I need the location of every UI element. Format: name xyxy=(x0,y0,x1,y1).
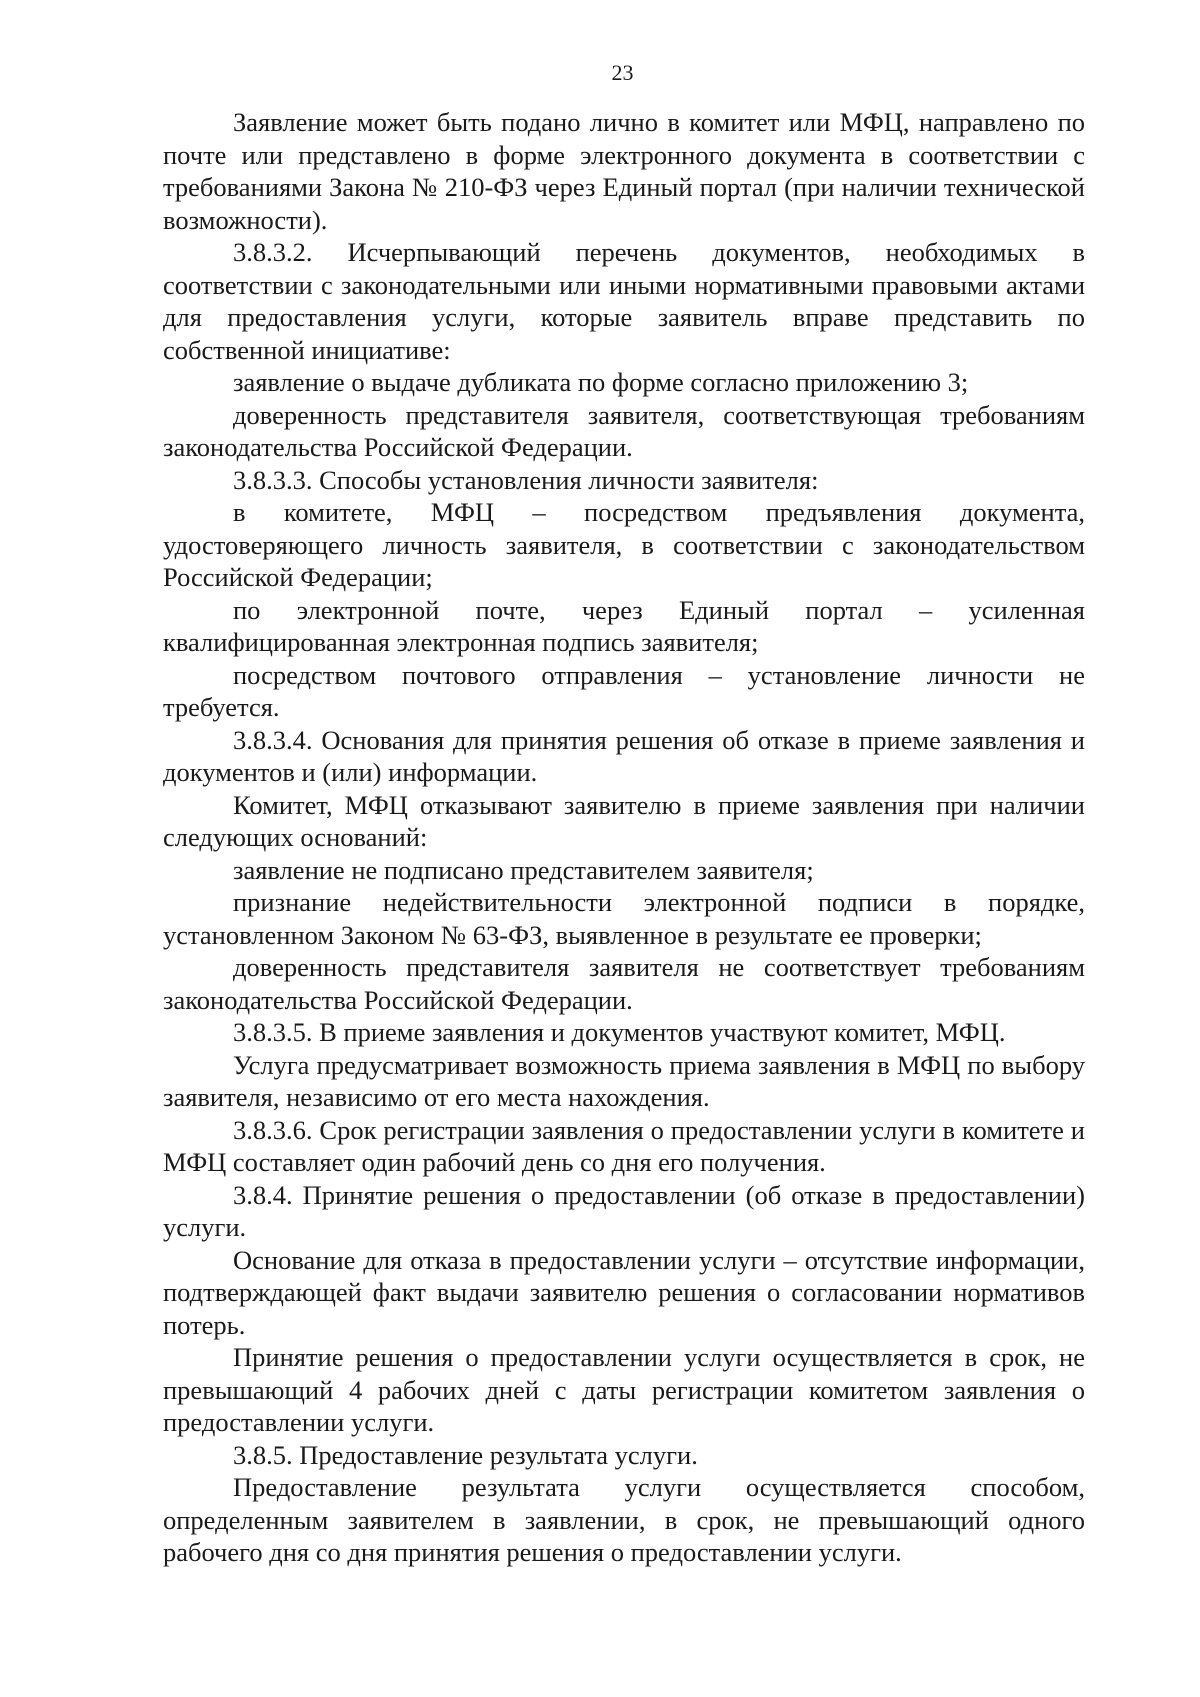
paragraph: доверенность представителя заявителя не соответствует требованиям законодательства Российской Федерации. xyxy=(163,952,1085,1015)
paragraph: 3.8.4. Принятие решения о предоставлении (об отказе в предоставлении) услуги. xyxy=(163,1179,1085,1242)
paragraph: заявление о выдаче дубликата по форме согласно приложению 3; xyxy=(233,367,969,397)
paragraph: 3.8.3.3. Способы установления личности заявителя: xyxy=(233,464,819,495)
paragraph: Заявление может быть подано лично в комитет или МФЦ, направлено по почте или представлено в форме электронного документа в соответствии с требованиями Закона № 210-ФЗ через Единый портал (при наличии технической возможности). xyxy=(163,107,1085,235)
paragraph: Комитет, МФЦ отказывают заявителю в приеме заявления при наличии следующих оснований: xyxy=(163,789,1085,852)
paragraph: по электронной почте, через Единый портал – усиленная квалифицированная электронная подпись заявителя; xyxy=(163,594,1085,657)
paragraph: 3.8.3.2. Исчерпывающий перечень документов, необходимых в соответствии с законодательными или иными нормативными правовыми актами для предоставления услуги, которые заявитель вправе представить по собственной инициативе: xyxy=(163,237,1085,365)
paragraph: 3.8.3.6. Срок регистрации заявления о предоставлении услуги в комитете и МФЦ составляет один рабочий день со дня его получения. xyxy=(163,1114,1085,1177)
paragraph: Предоставление результата услуги осуществляется способом, определенным заявителем в заявлении, в срок, не превышающий одного рабочего дня со дня принятия решения о предоставлении услуги. xyxy=(163,1472,1085,1567)
paragraph: заявление не подписано представителем заявителя; xyxy=(233,854,814,885)
paragraph: 3.8.5. Предоставление результата услуги. xyxy=(233,1439,698,1470)
paragraph: Услуга предусматривает возможность приема заявления в МФЦ по выбору заявителя, независимо от его места нахождения. xyxy=(163,1049,1085,1112)
paragraph: Принятие решения о предоставлении услуги осуществляется в срок, не превышающий 4 рабочих дней с даты регистрации комитетом заявления о предоставлении услуги. xyxy=(163,1342,1085,1437)
paragraph: посредством почтового отправления – установление личности не требуется. xyxy=(163,659,1085,722)
paragraph: доверенность представителя заявителя, соответствующая требованиям законодательства Российской Федерации. xyxy=(163,399,1085,462)
document-body xyxy=(163,106,1085,1569)
page-number: 23 xyxy=(611,60,634,85)
paragraph: в комитете, МФЦ – посредством предъявления документа, удостоверяющего личность заявителя, в соответствии с законодательством Российской Федерации; xyxy=(163,497,1085,592)
paragraph: 3.8.3.5. В приеме заявления и документов участвуют комитет, МФЦ. xyxy=(233,1017,1006,1047)
paragraph: Основание для отказа в предоставлении услуги – отсутствие информации, подтверждающей факт выдачи заявителю решения о согласовании нормативов потерь. xyxy=(163,1244,1085,1340)
paragraph: признание недействительности электронной подписи в порядке, установленном Законом № 63-ФЗ, выявленное в результате ее проверки; xyxy=(163,887,1085,950)
paragraph: 3.8.3.4. Основания для принятия решения об отказе в приеме заявления и документов и (или) информации. xyxy=(163,724,1085,787)
